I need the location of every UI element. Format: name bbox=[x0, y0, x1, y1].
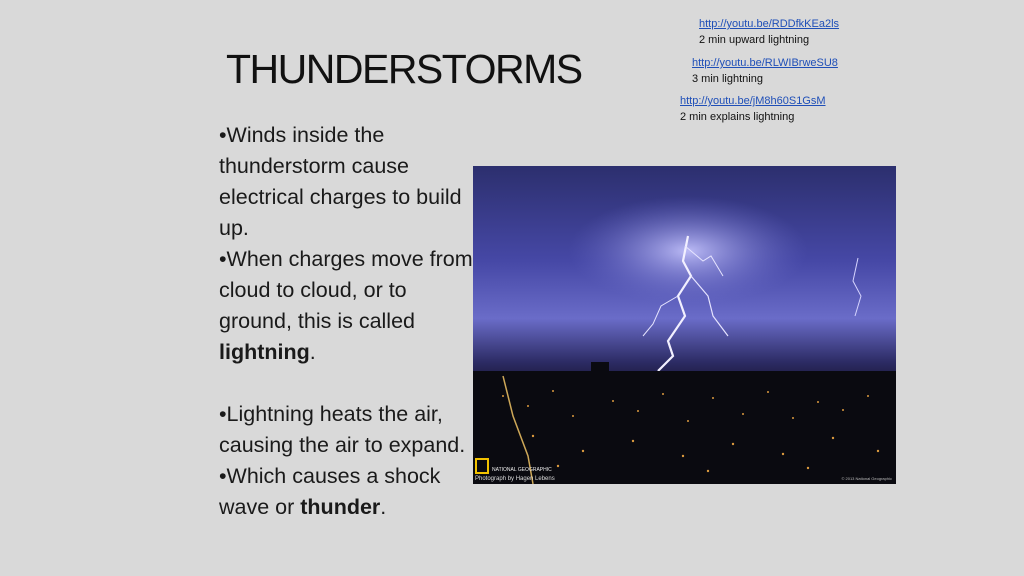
bullet-shock-wave bbox=[219, 461, 479, 523]
city-skyline bbox=[473, 362, 896, 484]
video-link-caption-2: 3 min lightning bbox=[692, 73, 763, 85]
bullet-charges bbox=[219, 244, 479, 368]
bullet-list bbox=[219, 120, 479, 523]
video-link-caption-3: 2 min explains lightning bbox=[680, 111, 795, 123]
cloud-glow bbox=[568, 196, 808, 306]
logo-text: NATIONAL GEOGRAPHIC bbox=[492, 467, 552, 473]
video-link-block-2 bbox=[692, 55, 838, 87]
video-link-block-1 bbox=[699, 16, 839, 48]
lightning-photo bbox=[473, 166, 896, 484]
video-link-block-3 bbox=[680, 93, 826, 125]
video-link-2[interactable]: http://youtu.be/RLWIBrweSU8 bbox=[692, 57, 838, 69]
photo-credit: Photograph by Hagen Lebens bbox=[475, 476, 555, 482]
national-geographic-logo-icon bbox=[475, 458, 489, 474]
bullet-heats-air: •Lightning heats the air, causing the air to expand. bbox=[219, 402, 466, 457]
spacer bbox=[219, 368, 479, 399]
bullet-charges-text: •When charges move from cloud to cloud, or to ground, this is called bbox=[219, 247, 473, 333]
lightning-distant bbox=[853, 258, 861, 316]
bullet-shock-wave-text: •Which causes a shock wave or bbox=[219, 464, 441, 519]
video-link-3[interactable]: http://youtu.be/jM8h60S1GsM bbox=[680, 95, 826, 107]
video-link-1[interactable]: http://youtu.be/RDDfkKEa2ls bbox=[699, 18, 840, 30]
bullet-charges-period: . bbox=[309, 340, 316, 364]
photo-copyright: © 2013 National Geographic bbox=[841, 476, 892, 481]
slide-title: THUNDERSTORMS bbox=[226, 46, 582, 92]
bullet-shock-wave-period: . bbox=[380, 495, 387, 519]
term-lightning: lightning bbox=[219, 340, 310, 364]
lightning-city-illustration bbox=[473, 166, 896, 484]
term-thunder: thunder bbox=[300, 495, 381, 519]
video-link-caption-1: 2 min upward lightning bbox=[699, 34, 810, 46]
bullet-winds: •Winds inside the thunderstorm cause electrical charges to build up. bbox=[219, 123, 462, 240]
